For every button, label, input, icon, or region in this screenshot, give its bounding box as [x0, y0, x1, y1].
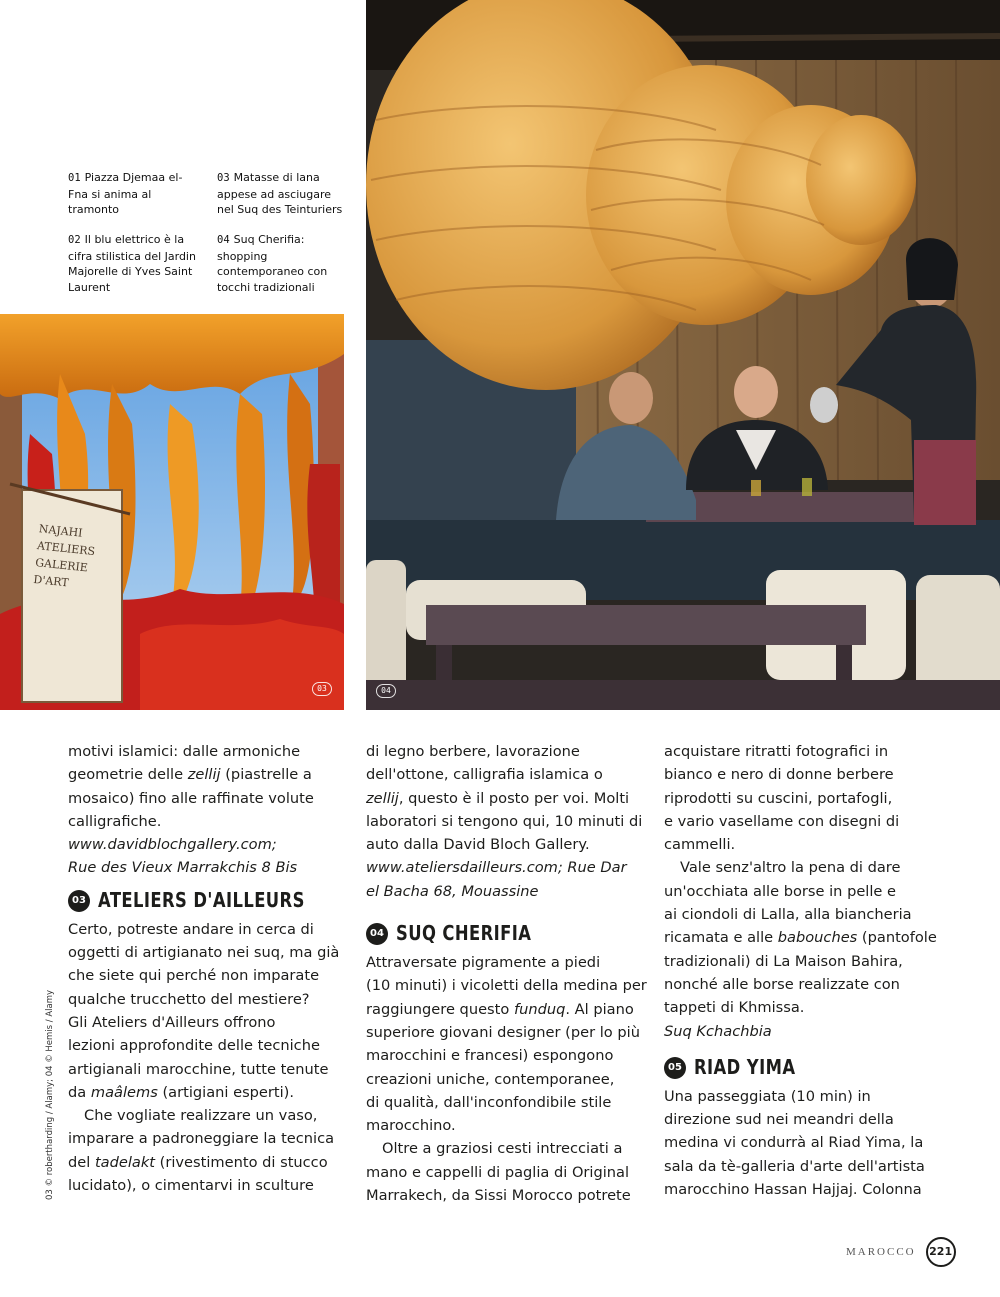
photo-captions [68, 170, 348, 300]
paragraph: Vale senz'altro la pena di dare un'occhiata alle borse in pelle e ai ciondoli di Lalla, alla biancheria ricamata e alle babouches (pantofole tradizionali) di La Maison Bahira, nonché alle borse realizzate con tappeti di Khmissa. [664, 859, 937, 1017]
photo-number-badge: 04 [376, 684, 396, 698]
page-number: 221 [926, 1237, 956, 1267]
section-heading-04 [366, 917, 646, 951]
paragraph: acquistare ritratti fotografici in bianco e nero di donne berbere riprodotti su cuscini, portafogli, e vario vasellame con disegni di cammelli. [664, 743, 900, 854]
caption-02: 02 Il blu elettrico è la cifra stilistica del Jardin Majorelle di Yves Saint Laurent [68, 233, 196, 294]
page-footer [846, 1238, 956, 1266]
section-name: MAROCCO [846, 1246, 916, 1258]
sign-text: NAJAHI ATELIERS GALERIE D'ART [32, 522, 96, 590]
paragraph: Una passeggiata (10 min) in direzione sud nei meandri della medina vi condurrà al Riad Yima, la sala da tè-galleria d'arte dell'artista marocchino Hassan Hajjaj. Colonna [664, 1087, 925, 1199]
paragraph: di legno berbere, lavorazione dell'ottone, calligrafia islamica o zellij, questo è il posto per voi. Molti laboratori si tengono qui, 10 minuti di auto dalla David Bloch Gallery. [366, 743, 643, 854]
section-heading-03 [68, 884, 348, 918]
caption-03: 03 Matasse di lana appese ad asciugare nel Suq des Teinturiers [217, 171, 343, 216]
section-title: RIAD YIMA [694, 1055, 796, 1080]
address: Suq Kchachbia [664, 1022, 772, 1040]
photo-credit: 03 © robertharding / Alamy; 04 © Hemis / Alamy [45, 989, 55, 1200]
section-title: SUQ CHERIFIA [396, 921, 532, 946]
paragraph: Certo, potreste andare in cerca di oggetti di artigianato nei suq, ma già che siete qui perché non imparate qualche trucchetto del mestiere? Gli Ateliers d'Ailleurs offrono lezioni approfondite delle tecniche artigianali marocchine, tutte tenute da maâlems (artigiani esperti). [68, 920, 340, 1101]
caption-04: 04 Suq Cherifia: shopping contemporaneo con tocchi tradizionali [217, 233, 328, 294]
wool-skeins-photo [0, 314, 344, 710]
text-column-3 [664, 740, 944, 1201]
section-number-badge: 03 [68, 890, 90, 912]
section-number-badge: 05 [664, 1057, 686, 1079]
address: www.ateliersdailleurs.com; Rue Dar el Bacha 68, Mouassine [366, 859, 627, 900]
paragraph: Che vogliate realizzare un vaso, imparare a padroneggiare la tecnica del tadelakt (rivestimento di stucco lucidato), o cimentarvi in sculture [68, 1107, 335, 1195]
section-title: ATELIERS D'AILLEURS [98, 888, 305, 913]
caption-01: 01 Piazza Djemaa el-Fna si anima al tramonto [68, 171, 183, 216]
paragraph: Attraversate pigramente a piedi (10 minuti) i vicoletti della medina per raggiungere questo funduq. Al piano superiore giovani designer (per lo più marocchini e francesi) espongono creazioni uniche, contemporanee, di qualità, dall'inconfondibile stile marocchino. [366, 954, 647, 1135]
section-heading-05 [664, 1051, 944, 1085]
paragraph: Oltre a graziosi cesti intrecciati a mano e cappelli di paglia di Original Marrakech, da Sissi Morocco potrete [366, 1140, 631, 1205]
text-column-2 [366, 740, 646, 1207]
cafe-photo [366, 0, 1000, 710]
photo-number-badge: 03 [312, 682, 332, 696]
paragraph: motivi islamici: dalle armoniche geometrie delle zellij (piastrelle a mosaico) fino alle raffinate volute calligrafiche. [68, 743, 314, 830]
text-column-1 [68, 740, 348, 1197]
section-number-badge: 04 [366, 923, 388, 945]
address: www.davidblochgallery.com; Rue des Vieux Marrakchis 8 Bis [68, 836, 298, 877]
